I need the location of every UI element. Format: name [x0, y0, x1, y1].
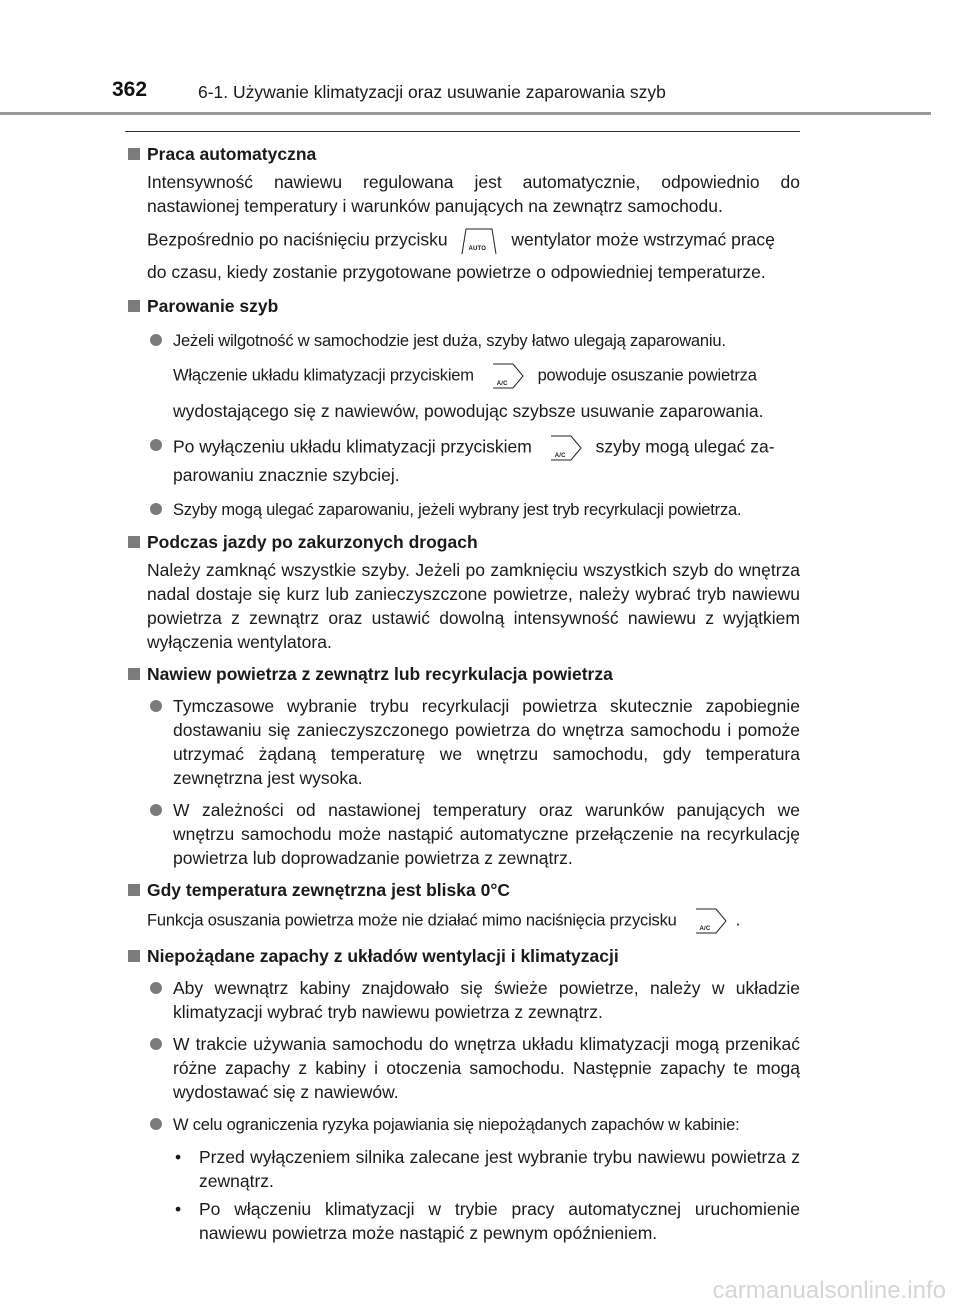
square-bullet-icon	[128, 300, 140, 312]
bullet-continuation	[125, 399, 800, 423]
bullet-continuation	[125, 361, 800, 391]
page-content	[125, 142, 800, 1245]
header-rule	[0, 112, 931, 115]
section-heading-text: Podczas jazdy po zakurzonych drogach	[147, 532, 478, 552]
paragraph-text: .	[735, 909, 741, 930]
sub-bullet-marker: •	[175, 1199, 182, 1219]
ac-button-icon	[543, 433, 585, 463]
round-bullet-icon	[150, 1038, 162, 1050]
bullet-item	[125, 976, 800, 1024]
bullet-item	[125, 694, 800, 790]
paragraph: do czasu, kiedy zostanie przygotowane powietrze o odpowiedniej temperaturze.	[147, 262, 766, 282]
paragraph: Intensywność nawiewu regulowana jest automatycznie, odpowiednio do nastawionej temperatury i warunków panujących na zewnątrz samochodu.	[147, 172, 800, 216]
bullet-item	[125, 1032, 800, 1104]
auto-button-label: AUTO	[468, 246, 487, 252]
section-heading-odor	[125, 944, 800, 968]
page-header	[0, 0, 960, 118]
paragraph-text: wentylator może wstrzymać pracę	[511, 229, 775, 250]
bullet-text: Szyby mogą ulegać zaparowaniu, jeżeli wybrany jest tryb recyrkulacji powietrza.	[173, 501, 742, 519]
round-bullet-icon	[150, 1118, 162, 1130]
bullet-text: wydostającego się z nawiewów, powodując szybsze usuwanie zaparowania.	[173, 401, 764, 421]
round-bullet-icon	[150, 982, 162, 994]
round-bullet-icon	[150, 439, 162, 451]
auto-button-icon	[458, 226, 500, 256]
section-heading-recirculation	[125, 662, 800, 686]
bullet-item	[125, 1112, 800, 1137]
section-heading-text: Parowanie szyb	[147, 296, 279, 316]
square-bullet-icon	[128, 950, 140, 962]
bullet-text: Włączenie układu klimatyzacji przyciskiem	[173, 366, 474, 385]
chapter-title: 6-1. Używanie klimatyzacji oraz usuwanie zaparowania szyb	[198, 82, 666, 102]
sub-bullet-text: Przed wyłączeniem silnika zalecane jest wybranie trybu nawiewu powietrza z zewnątrz.	[199, 1147, 800, 1191]
bullet-text: W celu ograniczenia ryzyka pojawiania się niepożądanych zapachów w kabinie:	[173, 1116, 740, 1134]
paragraph-text: Bezpośrednio po naciśnięciu przycisku	[147, 229, 448, 250]
section-heading-dust	[125, 530, 800, 554]
bullet-text: Aby wewnątrz kabiny znajdowało się świeże powietrze, należy w układzie klimatyzacji wybrać tryb nawiewu powietrza z zewnątrz.	[173, 978, 800, 1022]
sub-bullet-marker: •	[175, 1147, 182, 1167]
paragraph: Należy zamknąć wszystkie szyby. Jeżeli po zamknięciu wszystkich szyb do wnętrza nadal dostaje się kurz lub zanieczyszczone powietrze, należy wybrać tryb nawiewu powietrza z zewnątrz oraz ustawić dowolną intensywność nawiewu z wyjątkiem wyłączenia wentylatora.	[147, 560, 800, 652]
ac-button-label: A/C	[699, 926, 711, 932]
ac-button-label: A/C	[554, 453, 566, 459]
bullet-text: Tymczasowe wybranie trybu recyrkulacji powietrza skutecznie zapobiegnie dostawaniu się zanieczyszczonego powietrza do wnętrza samochodu i pomoże utrzymać żądaną temperaturę we wnętrzu samochodu, gdy temperatura zewnętrzna jest wysoka.	[173, 696, 800, 788]
paragraph-with-button	[147, 906, 800, 936]
ac-button-icon	[485, 361, 527, 391]
round-bullet-icon	[150, 334, 162, 346]
watermark: carmanualsonline.info	[712, 1277, 946, 1304]
bullet-continuation: parowaniu znacznie szybciej.	[173, 465, 400, 485]
bullet-text: szyby mogą ulegać za-	[595, 436, 775, 457]
section-heading-text: Nawiew powietrza z zewnątrz lub recyrkulacja powietrza	[147, 664, 613, 684]
paragraph-with-button	[147, 226, 800, 256]
round-bullet-icon	[150, 700, 162, 712]
ac-button-icon	[688, 906, 730, 936]
round-bullet-icon	[150, 503, 162, 515]
bullet-text: Jeżeli wilgotność w samochodzie jest duża, szyby łatwo ulegają zaparowaniu.	[173, 332, 726, 350]
bullet-text: W zależności od nastawionej temperatury oraz warunków panujących we wnętrzu samochodu może nastąpić automatyczne przełączenie na recyrkulację powietrza lub doprowadzanie powietrza z zewnątrz.	[173, 800, 800, 868]
page-number: 362	[112, 78, 148, 101]
square-bullet-icon	[128, 148, 140, 160]
square-bullet-icon	[128, 668, 140, 680]
paragraph-text: Funkcja osuszania powietrza może nie działać mimo naciśnięcia przycisku	[147, 911, 677, 930]
square-bullet-icon	[128, 536, 140, 548]
square-bullet-icon	[128, 884, 140, 896]
round-bullet-icon	[150, 804, 162, 816]
bullet-item	[125, 798, 800, 870]
sub-bullet-item	[125, 1197, 800, 1245]
section-heading-auto	[125, 142, 800, 166]
section-heading-text: Gdy temperatura zewnętrzna jest bliska 0°C	[147, 880, 510, 900]
bullet-text: Po wyłączeniu układu klimatyzacji przyciskiem	[173, 436, 532, 457]
bullet-item	[125, 497, 800, 522]
bullet-item	[125, 433, 800, 463]
section-heading-text: Niepożądane zapachy z układów wentylacji i klimatyzacji	[147, 946, 619, 966]
section-heading-cold	[125, 878, 800, 902]
bullet-text: powoduje osuszanie powietrza	[537, 366, 757, 385]
bullet-item	[125, 328, 800, 353]
section-divider	[125, 131, 800, 132]
section-heading-fog	[125, 294, 800, 318]
bullet-text: W trakcie używania samochodu do wnętrza układu klimatyzacji mogą przenikać różne zapachy z kabiny i otoczenia samochodu. Następnie zapachy te mogą wydostawać się z nawiewów.	[173, 1034, 800, 1102]
section-heading-text: Praca automatyczna	[147, 144, 317, 164]
sub-bullet-text: Po włączeniu klimatyzacji w trybie pracy automatycznej uruchomienie nawiewu powietrza może nastąpić z pewnym opóźnieniem.	[199, 1199, 800, 1243]
sub-bullet-item	[125, 1145, 800, 1193]
ac-button-label: A/C	[496, 381, 508, 387]
